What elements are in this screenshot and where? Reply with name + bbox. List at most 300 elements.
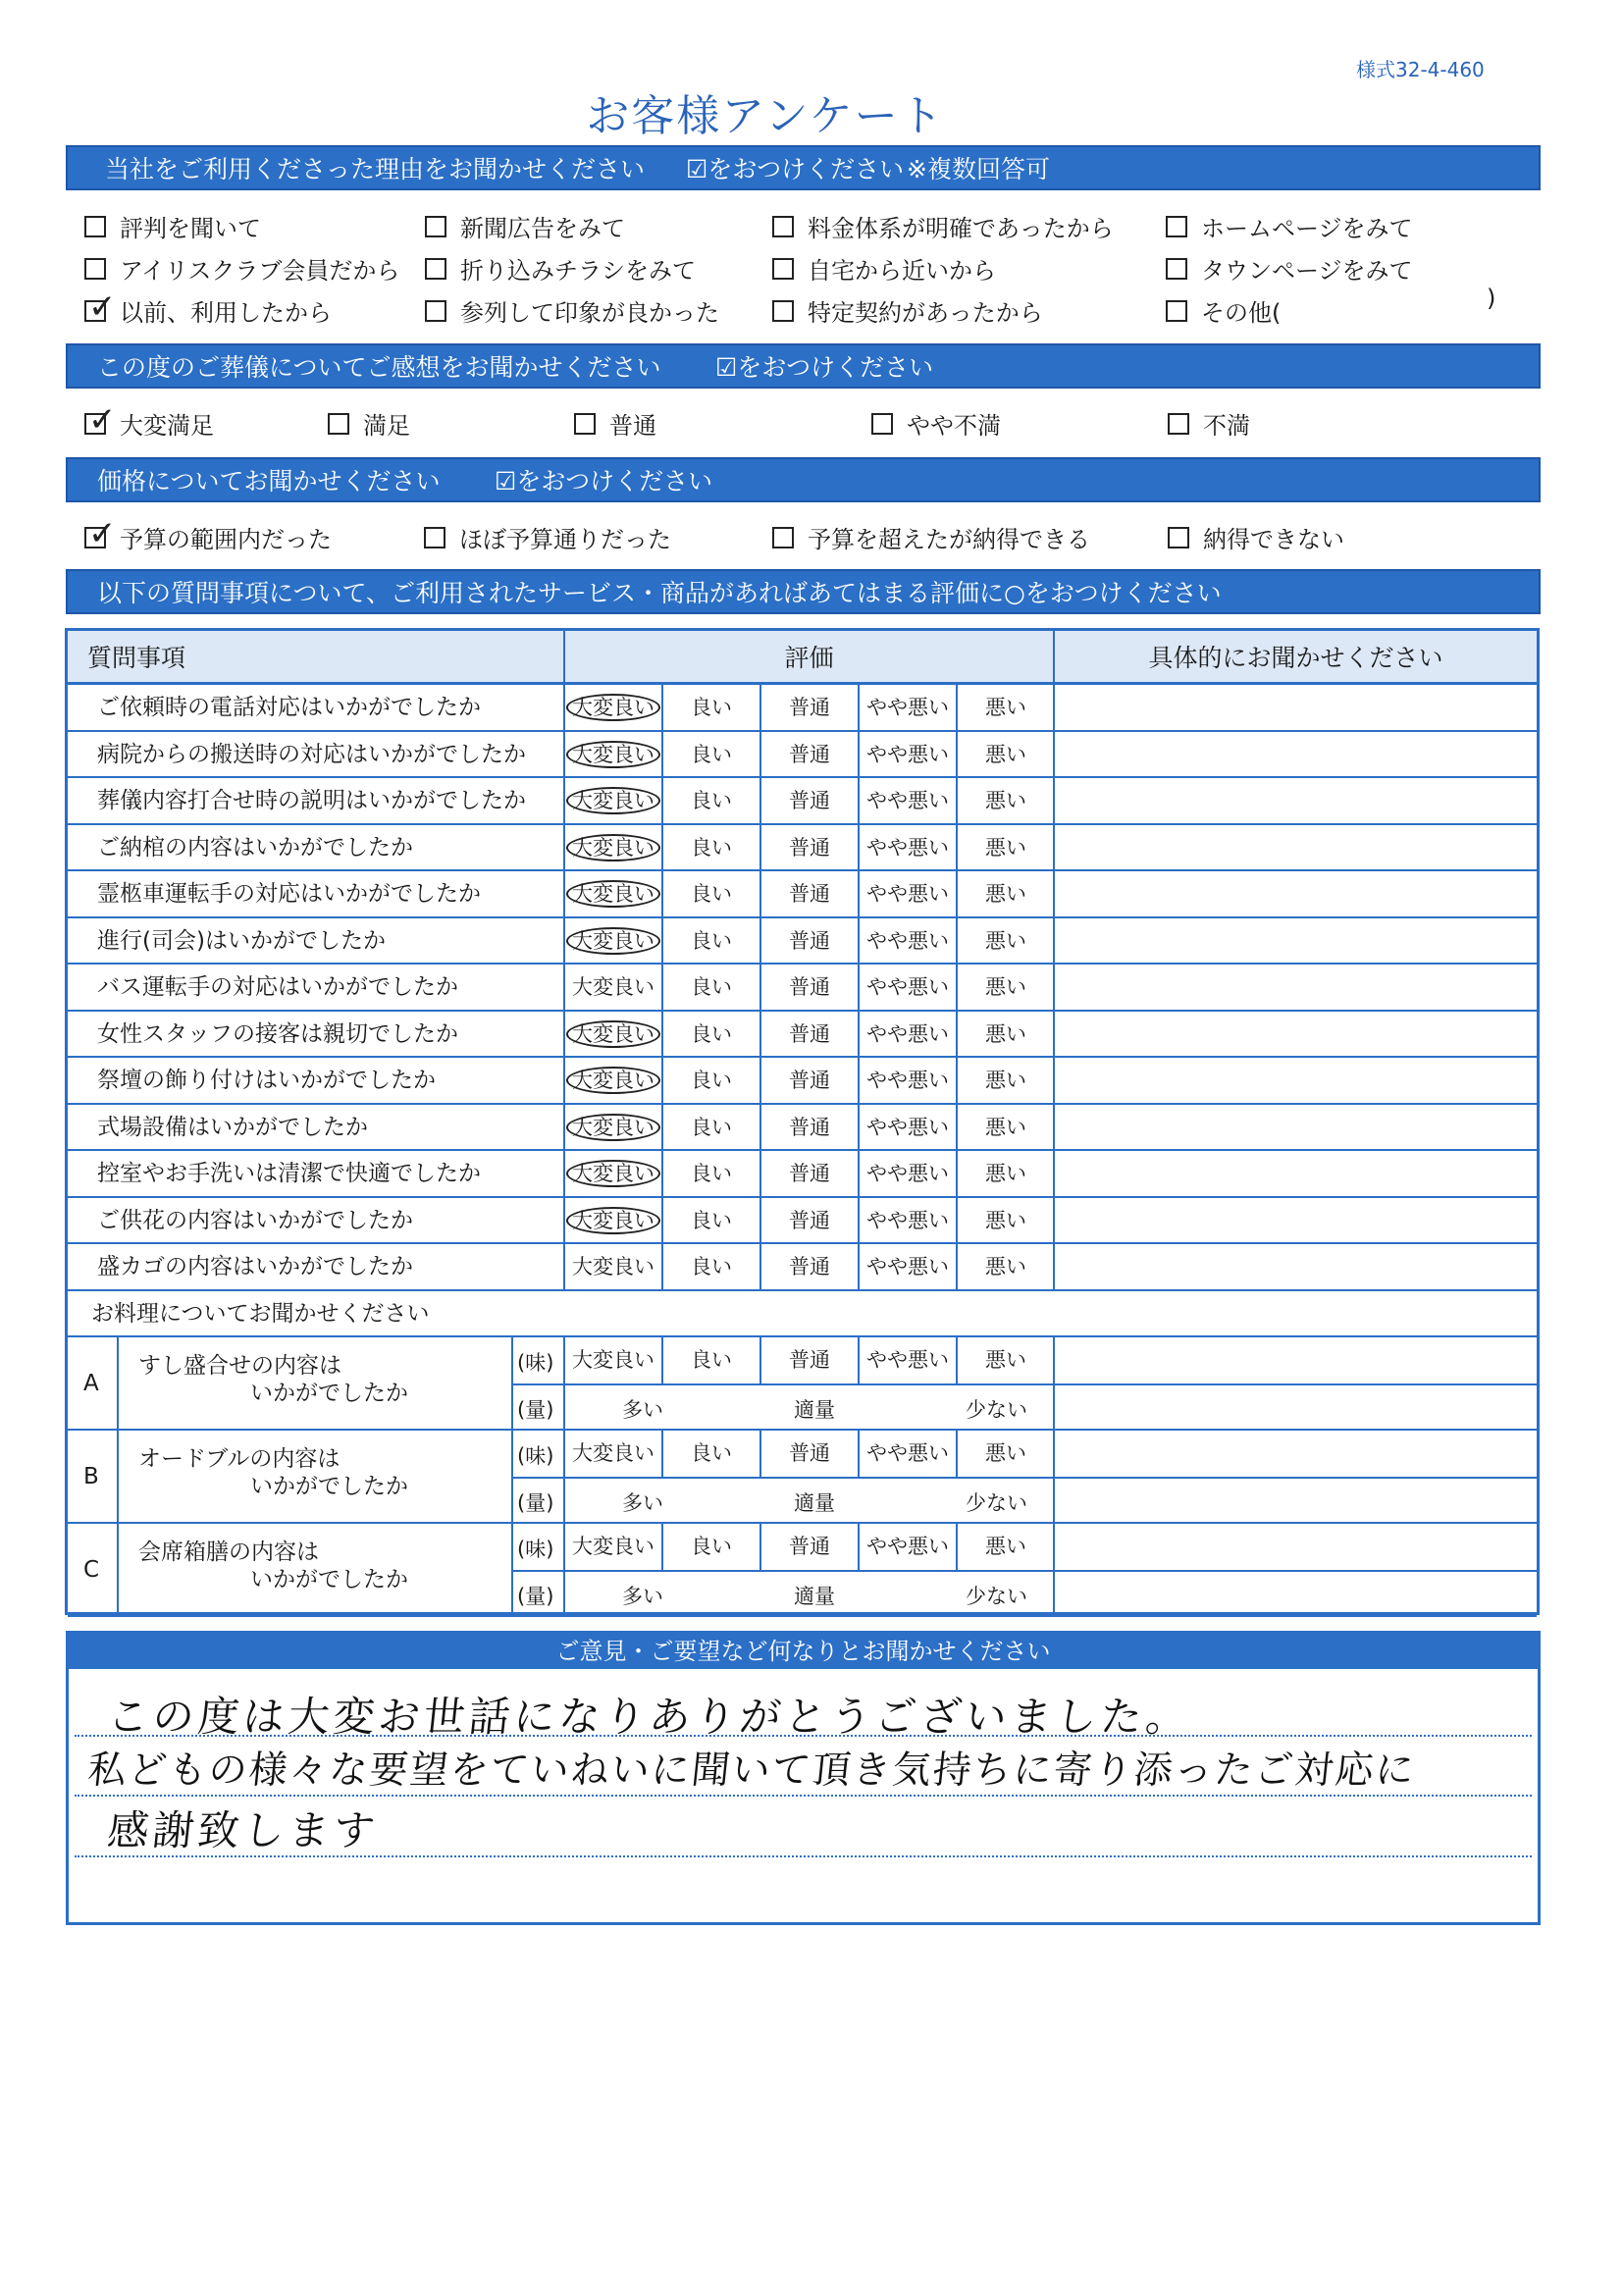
rating-label: 良い <box>691 835 732 860</box>
section2-option-label: 満足 <box>363 412 410 440</box>
rating-label: 悪い <box>985 1348 1026 1372</box>
checkbox-icon[interactable] <box>425 258 446 280</box>
rating-label: 大変良い <box>566 927 660 955</box>
rating-label: 良い <box>691 1208 732 1232</box>
rating-option[interactable] <box>661 1151 759 1196</box>
taste-rating-option[interactable] <box>759 1431 858 1478</box>
amount-option[interactable]: 少ない <box>966 1490 1027 1515</box>
section1-option-3[interactable] <box>425 209 625 243</box>
rating-label: 普通 <box>789 1255 830 1278</box>
rating-label: 大変良い <box>572 1255 654 1278</box>
rating-label: やや悪い <box>866 882 949 906</box>
food-letter: A <box>83 1370 99 1396</box>
section3-header <box>66 457 1541 502</box>
question-row <box>68 965 1537 1012</box>
rating-label: やや悪い <box>866 1115 949 1139</box>
opinion-box <box>66 1631 1541 1925</box>
rating-label: 悪い <box>985 789 1026 812</box>
rating-option[interactable] <box>759 825 858 870</box>
rating-label: やや悪い <box>866 1255 949 1278</box>
rating-option[interactable] <box>858 1198 956 1243</box>
rating-label: 大変良い <box>566 880 660 908</box>
taste-rating-option[interactable] <box>759 1337 858 1384</box>
rating-option[interactable] <box>759 1244 858 1289</box>
comment-cell[interactable] <box>1053 965 1537 1010</box>
checkbox-icon[interactable] <box>1168 527 1189 548</box>
rating-option[interactable] <box>661 871 759 916</box>
comment-cell[interactable] <box>1053 732 1537 777</box>
rating-option[interactable] <box>759 1151 858 1196</box>
section1-option-label: 評判を聞いて <box>120 215 261 242</box>
comment-cell[interactable] <box>1053 1012 1537 1057</box>
rating-label: 良い <box>691 1021 732 1046</box>
page-title: お客様アンケート <box>586 91 945 141</box>
comment-cell[interactable] <box>1053 825 1537 870</box>
checkbox-icon[interactable] <box>425 216 446 237</box>
question-row <box>68 1198 1537 1245</box>
question-text: バス運転手の対応はいかがでしたか <box>97 974 458 1000</box>
form-code: 様式32-4-460 <box>1356 58 1485 81</box>
food-item-question: いかがでしたか <box>250 1567 408 1592</box>
rating-option[interactable] <box>858 1105 956 1150</box>
section1-option-8[interactable] <box>772 293 1043 328</box>
rating-option[interactable] <box>858 918 956 964</box>
rating-label: やや悪い <box>866 1348 949 1372</box>
rating-option[interactable] <box>661 1198 759 1243</box>
other-close-paren: ) <box>1487 285 1496 312</box>
section1-note: ※複数回答可 <box>907 155 1050 183</box>
rating-label: 良い <box>691 928 732 953</box>
section1-option-4[interactable] <box>425 251 696 286</box>
rating-label: 良い <box>691 789 732 812</box>
rating-label: 良い <box>691 1115 732 1139</box>
amount-option[interactable]: 少ない <box>966 1397 1027 1422</box>
rating-label: 大変良い <box>572 1535 654 1558</box>
rating-option[interactable] <box>956 1105 1054 1150</box>
rating-label: やや悪い <box>866 835 949 860</box>
rating-option[interactable] <box>759 1012 858 1057</box>
checkbox-icon[interactable] <box>574 413 596 435</box>
rating-label: 良い <box>691 1255 732 1278</box>
rating-option[interactable] <box>858 732 956 777</box>
handwritten-line-3[interactable]: 感謝致します <box>105 1806 382 1854</box>
rating-label: 大変良い <box>566 694 660 721</box>
col-header-question <box>68 631 563 685</box>
section1-option-label: 特定契約があったから <box>808 299 1043 327</box>
rating-label: 普通 <box>789 742 830 766</box>
rating-option[interactable] <box>563 1151 661 1196</box>
rating-option[interactable] <box>563 825 661 870</box>
checkbox-icon[interactable] <box>84 216 106 237</box>
rating-option[interactable] <box>858 1244 956 1289</box>
taste-label: (味) <box>517 1444 554 1468</box>
section1-option-label: タウンページをみて <box>1201 257 1413 285</box>
rating-label: やや悪い <box>866 789 949 812</box>
rating-label: やや悪い <box>866 1208 949 1232</box>
food-item-question: いかがでしたか <box>250 1474 408 1499</box>
col-header-comment: 具体的にお聞かせください <box>1053 631 1537 685</box>
rating-label: 良い <box>691 1348 732 1372</box>
taste-rating-option[interactable] <box>661 1337 759 1384</box>
question-row <box>68 1105 1537 1152</box>
rating-label: 悪い <box>985 835 1026 860</box>
section1-option-label: その他( <box>1201 299 1282 327</box>
taste-rating-option[interactable] <box>563 1524 661 1571</box>
section2-option-0[interactable] <box>84 399 214 441</box>
rating-label: 普通 <box>789 1535 830 1558</box>
section1-option-label: アイリスクラブ会員だから <box>120 257 400 285</box>
checkbox-icon[interactable] <box>84 399 117 440</box>
comment-cell[interactable] <box>1053 871 1537 916</box>
question-row <box>68 1244 1537 1291</box>
rating-option[interactable] <box>858 871 956 916</box>
section1-instruction: ☑をおつけください <box>686 155 905 183</box>
rating-label: 普通 <box>789 789 830 812</box>
rating-option[interactable] <box>759 1058 858 1103</box>
rating-option[interactable] <box>759 1198 858 1243</box>
rating-label: やや悪い <box>866 742 949 766</box>
checkbox-icon[interactable] <box>425 300 446 322</box>
section1-option-11[interactable] <box>1166 293 1281 328</box>
rating-label: 大変良い <box>566 787 660 814</box>
rating-label: 良い <box>691 742 732 766</box>
rating-label: やや悪い <box>866 975 949 999</box>
rating-label: 悪い <box>985 1115 1026 1139</box>
comment-cell[interactable] <box>1053 918 1537 964</box>
question-text: ご依頼時の電話対応はいかがでしたか <box>97 695 481 720</box>
handwritten-line-2[interactable]: 私どもの様々な要望をていねいに聞いて頂き気持ちに寄り添ったご対応に <box>85 1748 1419 1793</box>
amount-option[interactable]: 適量 <box>794 1397 835 1422</box>
rating-option[interactable] <box>661 732 759 777</box>
comment-cell[interactable] <box>1053 1058 1537 1103</box>
section1-option-6[interactable] <box>772 209 1114 243</box>
rating-label: 普通 <box>789 1348 830 1372</box>
section1-option-label: 参列して印象が良かった <box>460 299 719 327</box>
rating-label: 大変良い <box>566 1020 660 1048</box>
rating-option[interactable] <box>563 1198 661 1243</box>
rating-label: 悪い <box>985 1255 1026 1278</box>
taste-label: (味) <box>517 1351 554 1375</box>
comment-cell[interactable] <box>1053 1105 1537 1150</box>
question-text: ご供花の内容はいかがでしたか <box>97 1207 413 1233</box>
section1-title: 当社をご利用くださった理由をお聞かせください <box>105 155 646 183</box>
food-divider <box>68 1615 1537 1617</box>
taste-rating-option[interactable] <box>661 1431 759 1478</box>
rating-label: 悪い <box>985 975 1026 999</box>
rating-option[interactable] <box>661 1244 759 1289</box>
section1-option-label: 以前、利用したから <box>120 299 332 327</box>
rating-label: 大変良い <box>566 834 660 861</box>
section1-option-label: 料金体系が明確であったから <box>808 215 1114 242</box>
rating-option[interactable] <box>956 871 1054 916</box>
section1-header <box>66 145 1541 190</box>
section2-option-3[interactable] <box>871 406 1001 441</box>
section1-option-1[interactable] <box>84 251 399 286</box>
rating-option[interactable] <box>563 871 661 916</box>
section3-option-0[interactable] <box>84 513 332 554</box>
checkbox-icon[interactable] <box>772 300 794 322</box>
rating-option[interactable] <box>759 1105 858 1150</box>
comment-cell[interactable] <box>1053 1198 1537 1243</box>
comment-cell[interactable] <box>1053 778 1537 823</box>
section2-option-label: 大変満足 <box>120 412 214 440</box>
rating-option[interactable] <box>956 918 1054 964</box>
amount-option[interactable]: 適量 <box>794 1490 835 1515</box>
rating-label: やや悪い <box>866 1535 949 1558</box>
rating-label: 大変良い <box>566 1067 660 1094</box>
taste-rating-option[interactable] <box>858 1524 956 1571</box>
rating-label: 普通 <box>789 1441 830 1465</box>
rating-label: 大変良い <box>566 1160 660 1187</box>
food-letter: B <box>83 1463 99 1489</box>
rating-label: 普通 <box>789 1162 830 1185</box>
section2-option-label: 普通 <box>609 412 656 440</box>
opinion-header: ご意見・ご要望など何なりとお聞かせください <box>69 1634 1538 1669</box>
rating-option[interactable] <box>563 918 661 964</box>
section1-option-10[interactable] <box>1166 251 1413 286</box>
rating-label: 悪い <box>985 1535 1026 1558</box>
section2-title: この度のご葬儀についてご感想をお聞かせください <box>97 353 661 382</box>
food-item-name: すし盛合せの内容は <box>138 1353 341 1379</box>
rating-option[interactable] <box>956 1058 1054 1103</box>
rating-option[interactable] <box>661 1105 759 1150</box>
rating-option[interactable] <box>563 685 661 730</box>
rating-option[interactable] <box>759 965 858 1010</box>
rating-label: 普通 <box>789 1208 830 1232</box>
taste-label: (味) <box>517 1538 554 1561</box>
checkbox-icon[interactable] <box>871 413 893 435</box>
question-row <box>68 778 1537 825</box>
food-column-divider <box>511 1337 513 1617</box>
rating-label: 普通 <box>789 928 830 953</box>
rating-label: やや悪い <box>866 1021 949 1046</box>
section2-option-2[interactable] <box>574 406 656 441</box>
rating-option[interactable] <box>956 1012 1054 1057</box>
section2-header <box>66 343 1541 389</box>
taste-rating-option[interactable] <box>661 1524 759 1571</box>
question-text: 控室やお手洗いは清潔で快適でしたか <box>97 1161 481 1186</box>
rating-option[interactable] <box>563 1244 661 1289</box>
amount-option[interactable]: 多い <box>622 1584 663 1608</box>
amount-option[interactable]: 少ない <box>966 1584 1027 1608</box>
handwritten-line-1[interactable]: この度は大変お世話になりありがとうございました。 <box>105 1693 1194 1741</box>
rating-option[interactable] <box>563 1058 661 1103</box>
question-text: ご納棺の内容はいかがでしたか <box>97 834 413 861</box>
comment-cell[interactable] <box>1053 685 1537 730</box>
rating-option[interactable] <box>956 732 1054 777</box>
section3-option-2[interactable] <box>772 520 1090 554</box>
taste-rating-option[interactable] <box>956 1337 1054 1384</box>
rating-option[interactable] <box>858 1058 956 1103</box>
checkbox-icon[interactable] <box>328 413 349 435</box>
section1-option-5[interactable] <box>425 293 719 328</box>
checkbox-icon[interactable] <box>84 287 117 327</box>
rating-label: 普通 <box>789 1115 830 1139</box>
rating-label: 大変良い <box>566 1207 660 1234</box>
amount-option[interactable]: 多い <box>622 1397 663 1422</box>
rating-option[interactable] <box>956 685 1054 730</box>
section4-header <box>66 569 1541 614</box>
rating-label: 大変良い <box>566 1114 660 1141</box>
col-header-question-label: 質問事項 <box>87 644 186 672</box>
taste-rating-option[interactable] <box>759 1524 858 1571</box>
question-text: 進行(司会)はいかがでしたか <box>97 927 386 954</box>
taste-rating-option[interactable] <box>956 1431 1054 1478</box>
amount-label: (量) <box>517 1490 554 1515</box>
rating-option[interactable] <box>956 1198 1054 1243</box>
section3-option-1[interactable] <box>424 520 671 554</box>
rating-option[interactable] <box>661 1058 759 1103</box>
food-item-name: オードブルの内容は <box>138 1446 340 1472</box>
rating-option[interactable] <box>858 685 956 730</box>
checkbox-icon[interactable] <box>772 258 794 280</box>
rating-label: 大変良い <box>572 1441 654 1465</box>
checkbox-icon[interactable] <box>772 216 794 237</box>
section2-instruction: ☑をおつけください <box>715 353 934 382</box>
rating-label: 良い <box>691 1162 732 1185</box>
section1-option-7[interactable] <box>772 251 996 286</box>
section2-option-1[interactable] <box>328 406 410 441</box>
question-text: 霊柩車運転手の対応はいかがでしたか <box>97 881 481 907</box>
question-row <box>68 871 1537 918</box>
question-row <box>68 685 1537 732</box>
rating-label: やや悪い <box>866 696 949 719</box>
taste-rating-option[interactable] <box>956 1524 1054 1571</box>
section1-option-2[interactable] <box>84 287 332 328</box>
taste-rating-option[interactable] <box>563 1337 661 1384</box>
rating-option[interactable] <box>956 825 1054 870</box>
rating-label: やや悪い <box>866 1162 949 1185</box>
section3-option-label: 予算を超えたが納得できる <box>808 526 1090 553</box>
rating-label: 大変良い <box>572 1348 654 1372</box>
checkbox-icon[interactable] <box>1166 216 1187 237</box>
question-row <box>68 1151 1537 1198</box>
rating-table <box>65 628 1540 1615</box>
checkbox-icon[interactable] <box>84 258 106 280</box>
section3-title: 価格についてお聞かせください <box>97 467 441 496</box>
question-row <box>68 825 1537 872</box>
rating-label: 悪い <box>985 742 1026 766</box>
rating-label: 良い <box>691 1535 732 1558</box>
rating-option[interactable] <box>858 965 956 1010</box>
rating-label: 大変良い <box>566 741 660 768</box>
rating-option[interactable] <box>858 825 956 870</box>
rating-option[interactable] <box>563 965 661 1010</box>
section1-option-9[interactable] <box>1166 209 1413 243</box>
question-text: 葬儀内容打合せ時の説明はいかがでしたか <box>97 788 526 813</box>
checkbox-icon[interactable] <box>84 513 117 553</box>
food-column-divider <box>117 1337 119 1617</box>
section2-option-label: 不満 <box>1203 412 1250 440</box>
amount-option[interactable]: 多い <box>622 1490 663 1515</box>
amount-option[interactable]: 適量 <box>794 1584 835 1608</box>
rating-label: 悪い <box>985 1069 1026 1092</box>
rating-option[interactable] <box>759 685 858 730</box>
rating-label: 悪い <box>985 1021 1026 1046</box>
checkbox-icon[interactable] <box>772 527 794 548</box>
rating-option[interactable] <box>563 778 661 823</box>
rating-option[interactable] <box>563 1012 661 1057</box>
rating-label: 大変良い <box>572 975 654 999</box>
section3-option-3[interactable] <box>1168 520 1344 554</box>
food-letter: C <box>83 1556 100 1583</box>
comment-cell[interactable] <box>1053 1244 1537 1289</box>
rating-option[interactable] <box>759 871 858 916</box>
rating-label: 悪い <box>985 696 1026 719</box>
section1-option-label: 自宅から近いから <box>808 257 996 285</box>
section3-option-label: 納得できない <box>1203 526 1344 553</box>
rating-option[interactable] <box>956 1151 1054 1196</box>
rating-option[interactable] <box>858 1151 956 1196</box>
rating-label: 普通 <box>789 1069 830 1092</box>
rating-option[interactable] <box>661 1012 759 1057</box>
rating-option[interactable] <box>956 965 1054 1010</box>
rating-option[interactable] <box>759 918 858 964</box>
checkbox-icon[interactable] <box>424 527 445 548</box>
section2-option-4[interactable] <box>1168 406 1250 441</box>
rating-option[interactable] <box>661 778 759 823</box>
question-text: 盛カゴの内容はいかがでしたか <box>97 1254 413 1279</box>
rating-option[interactable] <box>661 685 759 730</box>
rating-label: 良い <box>691 1069 732 1092</box>
rating-label: 悪い <box>985 928 1026 953</box>
rating-label: 良い <box>691 696 732 719</box>
checkmark-icon: ✓ <box>88 513 117 553</box>
rating-option[interactable] <box>956 1244 1054 1289</box>
taste-rating-option[interactable] <box>858 1431 956 1478</box>
rating-label: 悪い <box>985 1208 1026 1232</box>
food-header: お料理についてお聞かせください <box>91 1300 430 1327</box>
rating-label: 悪い <box>985 1441 1026 1465</box>
amount-label: (量) <box>517 1397 554 1422</box>
rating-option[interactable] <box>661 918 759 964</box>
rating-option[interactable] <box>563 1105 661 1150</box>
rating-option[interactable] <box>563 732 661 777</box>
checkbox-icon[interactable] <box>1166 258 1187 280</box>
rating-label: やや悪い <box>866 1441 949 1465</box>
section1-option-0[interactable] <box>84 209 261 243</box>
rating-option[interactable] <box>858 778 956 823</box>
rating-option[interactable] <box>661 965 759 1010</box>
rating-option[interactable] <box>858 1012 956 1057</box>
section2-option-label: やや不満 <box>907 412 1001 440</box>
checkbox-icon[interactable] <box>1166 300 1187 322</box>
col-header-rating: 評価 <box>563 631 1053 685</box>
taste-rating-option[interactable] <box>858 1337 956 1384</box>
question-row <box>68 1058 1537 1105</box>
rating-label: 良い <box>691 1441 732 1465</box>
taste-rating-option[interactable] <box>563 1431 661 1478</box>
rating-label: 普通 <box>789 975 830 999</box>
rating-option[interactable] <box>759 778 858 823</box>
rating-label: 悪い <box>985 1162 1026 1185</box>
question-text: 女性スタッフの接客は親切でしたか <box>97 1020 458 1047</box>
food-item-name: 会席箱膳の内容は <box>138 1539 319 1565</box>
rating-option[interactable] <box>661 825 759 870</box>
rating-option[interactable] <box>956 778 1054 823</box>
checkbox-icon[interactable] <box>1168 413 1189 435</box>
checkmark-icon: ✓ <box>88 287 117 327</box>
opinion-line-2 <box>75 1795 1532 1797</box>
section4-title: 以下の質問事項について、ご利用されたサービス・商品があればあてはまる評価に○をおつけください <box>97 579 1222 607</box>
comment-cell[interactable] <box>1053 1151 1537 1196</box>
rating-label: やや悪い <box>866 928 949 953</box>
rating-option[interactable] <box>759 732 858 777</box>
question-row <box>68 1012 1537 1059</box>
checkmark-icon: ✓ <box>88 399 117 440</box>
amount-label: (量) <box>517 1584 554 1608</box>
rating-label: 普通 <box>789 696 830 719</box>
